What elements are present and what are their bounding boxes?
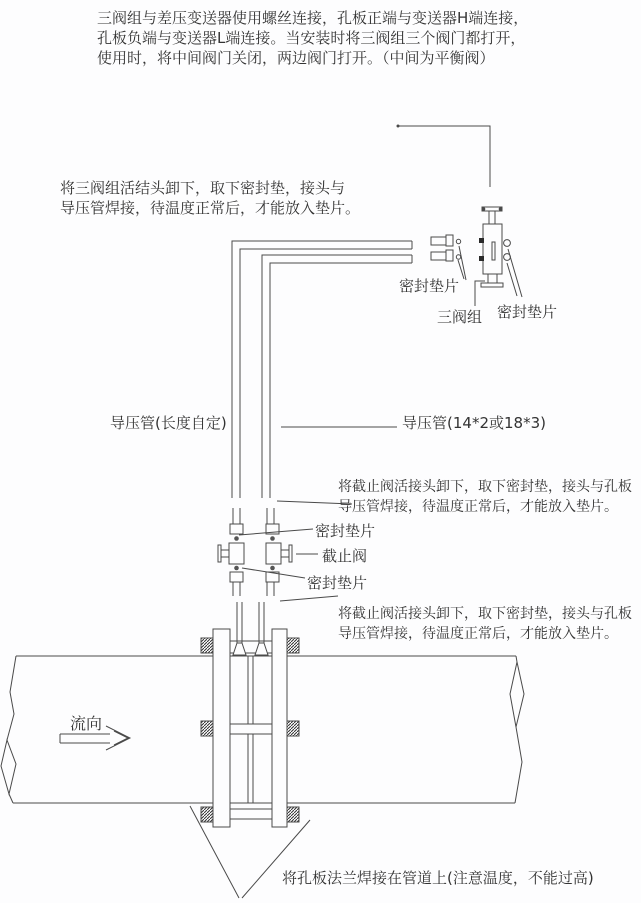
note-top-line-1: 三阀组与差压变送器使用螺丝连接，孔板正端与变送器H端连接， xyxy=(97,9,529,27)
leader-stop-valve-lower-note xyxy=(280,596,338,601)
manifold-port-l xyxy=(479,256,484,261)
bolt-head xyxy=(201,721,213,736)
gasket-dot xyxy=(456,239,460,243)
valve-handle xyxy=(218,545,221,562)
note-stop-valve-lower-line-1: 将截止阀活接头卸下，取下密封垫，接头与孔板 xyxy=(338,606,632,622)
stop-valve-body-right xyxy=(266,543,281,564)
leader-gasket-left xyxy=(458,246,466,280)
note-orifice-weld: 将孔板法兰焊接在管道上(注意温度，不能过高) xyxy=(282,869,594,887)
label-impulse-pipe-spec: 导压管(14*2或18*3) xyxy=(402,414,546,432)
bolt-head xyxy=(287,721,299,736)
label-impulse-pipe-left: 导压管(长度自定) xyxy=(110,414,227,432)
pipe-break-left-lens xyxy=(1,740,16,794)
bolt-head xyxy=(201,807,213,822)
gasket-dot xyxy=(234,536,239,541)
leader-top-note xyxy=(398,126,490,187)
pipe-break-right-lens xyxy=(510,662,524,727)
bolt-head xyxy=(201,638,213,653)
union-screw xyxy=(431,237,446,245)
note-manifold-line-1: 将三阀组活结头卸下，取下密封垫，接头与 xyxy=(60,179,346,197)
label-gasket-transmitter-left: 密封垫片 xyxy=(399,277,460,295)
impulse-pipe-left xyxy=(232,241,412,498)
stop-valve-body-left xyxy=(229,543,244,564)
note-top-line-2: 孔板负端与变送器L端连接。当安装时将三阀组三个阀门都打开， xyxy=(97,29,526,47)
note-top-line-3: 使用时，将中间阀门关闭，两边阀门打开。（中间为平衡阀） xyxy=(97,49,495,67)
note-stop-valve-upper-line-2: 导压管焊接，待温度正常后，才能放入垫片。 xyxy=(338,499,618,515)
manifold-base xyxy=(481,283,503,287)
union-nut xyxy=(230,524,243,534)
label-gasket-stop-valve-bottom: 密封垫片 xyxy=(307,574,368,592)
gasket-dot xyxy=(234,566,239,571)
bolt-head xyxy=(287,638,299,653)
label-gasket-stop-valve-top: 密封垫片 xyxy=(315,522,376,540)
impulse-pipe-right xyxy=(262,255,412,498)
note-manifold-line-2: 导压管焊接，待温度正常后，才能放入垫片。 xyxy=(60,199,361,217)
flange-plate-right xyxy=(272,629,287,827)
label-stop-valve: 截止阀 xyxy=(322,547,368,565)
union-screw xyxy=(431,252,446,260)
flange-plate-left xyxy=(213,629,230,827)
flange-bolt-bar-bottom xyxy=(230,809,272,819)
label-gasket-transmitter-right: 密封垫片 xyxy=(497,303,558,321)
gasket-dot xyxy=(270,536,275,541)
gasket-dot xyxy=(456,255,460,259)
label-flow-direction: 流向 xyxy=(70,714,103,733)
gasket-ring xyxy=(504,240,511,247)
pipe-break-left xyxy=(7,656,16,740)
label-three-valve-manifold: 三阀组 xyxy=(437,308,483,326)
union-nut xyxy=(230,572,243,582)
bolt-head xyxy=(287,807,299,822)
manifold-port-h xyxy=(479,238,484,243)
valve-handle xyxy=(289,545,292,562)
gasket-dot xyxy=(270,566,275,571)
tap-pipes xyxy=(237,602,264,643)
note-stop-valve-upper-line-1: 将截止阀活接头卸下，取下密封垫，接头与孔板 xyxy=(338,479,632,495)
pipe-break-right xyxy=(516,656,517,662)
flow-arrow-head xyxy=(106,726,130,750)
flow-arrow-shaft xyxy=(60,734,110,743)
note-stop-valve-lower-line-2: 导压管焊接，待温度正常后，才能放入垫片。 xyxy=(338,626,618,642)
flange-bolt-bar-middle xyxy=(230,724,272,734)
